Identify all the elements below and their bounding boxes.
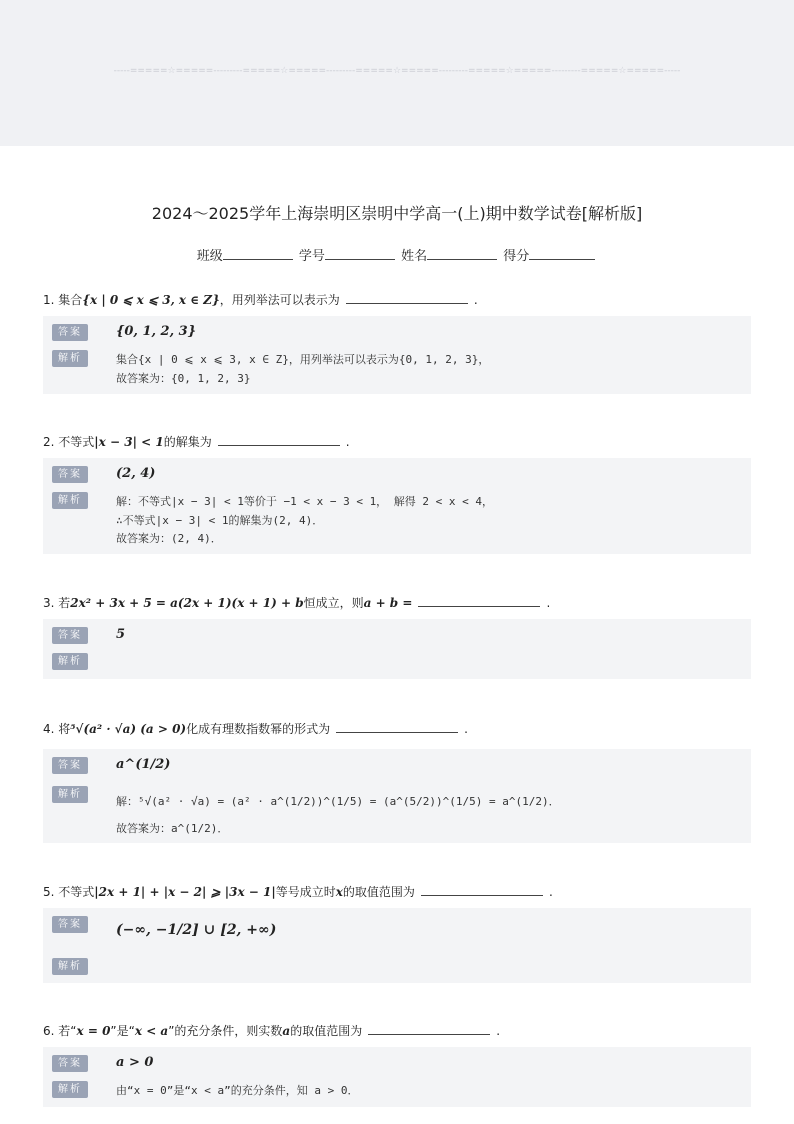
question-2: 2. 不等式|x − 3| < 1的解集为 . (43, 435, 350, 449)
question-3: 3. 若2x² + 3x + 5 = a(2x + 1)(x + 1) + b恒成立，则a + b = . (43, 596, 551, 610)
analysis-tag: 解析 (52, 786, 88, 803)
student-id-blank (325, 248, 395, 260)
answer-box-3 (43, 619, 751, 679)
answer-value: a^(1/2) (116, 757, 171, 772)
answer-tag: 答案 (52, 324, 88, 341)
answer-box-6 (43, 1047, 751, 1107)
answer-tag: 答案 (52, 916, 88, 933)
score-label: 得分 (503, 249, 530, 264)
question-5: 5. 不等式|2x + 1| + |x − 2| ⩾ |3x − 1|等号成立时x的取值范围为 . (43, 885, 553, 899)
answer-tag: 答案 (52, 757, 88, 774)
answer-blank (218, 436, 340, 446)
header-banner (0, 0, 794, 146)
analysis-line: 故答案为：a^(1/2)． (116, 822, 229, 835)
answer-blank (368, 1025, 490, 1035)
analysis-line: 由“x = 0”是“x < a”的充分条件，知 a > 0． (116, 1084, 359, 1097)
answer-tag: 答案 (52, 1055, 88, 1072)
answer-box-4 (43, 749, 751, 843)
answer-box-2 (43, 458, 751, 554)
header-decoration: -----=====☆=====---------=====☆=====---------=====☆=====---------=====☆=====---------=====☆=====----- (113, 66, 681, 76)
analysis-line: ∴不等式|x − 3| < 1的解集为(2, 4)． (116, 514, 324, 527)
analysis-line: 故答案为：(2, 4)． (116, 532, 222, 545)
name-blank (427, 248, 497, 260)
analysis-tag: 解析 (52, 1081, 88, 1098)
answer-value: (−∞, −1/2] ∪ [2, +∞) (116, 922, 277, 938)
analysis-line: 集合{x | 0 ⩽ x ⩽ 3, x ∈ Z}，用列举法可以表示为{0, 1, 2, 3}， (116, 353, 490, 366)
student-info (0, 245, 794, 264)
answer-value: 5 (116, 627, 126, 642)
answer-tag: 答案 (52, 466, 88, 483)
answer-box-5 (43, 908, 751, 983)
answer-blank (421, 886, 543, 896)
question-4: 4. 将⁵√(a² · √a) (a > 0)化成有理数指数幂的形式为 . (43, 722, 468, 736)
answer-tag: 答案 (52, 627, 88, 644)
analysis-line: 故答案为：{0, 1, 2, 3} (116, 372, 251, 385)
analysis-line: 解：⁵√(a² · √a) = (a² · a^(1/2))^(1/5) = (a^(5/2))^(1/5) = a^(1/2)． (116, 795, 560, 808)
class-label: 班级 (196, 249, 223, 264)
analysis-tag: 解析 (52, 350, 88, 367)
student-id-label: 学号 (298, 249, 325, 264)
answer-value: a > 0 (116, 1055, 154, 1070)
answer-box-1 (43, 316, 751, 394)
question-1: 1. 集合{x | 0 ⩽ x ⩽ 3, x ∈ Z}，用列举法可以表示为 . (43, 293, 478, 307)
class-blank (223, 248, 293, 260)
score-blank (529, 248, 595, 260)
answer-blank (418, 597, 540, 607)
exam-title: 2024～2025学年上海崇明区崇明中学高一(上)期中数学试卷[解析版] (151, 204, 643, 223)
analysis-tag: 解析 (52, 958, 88, 975)
analysis-line: 解：不等式|x − 3| < 1等价于 −1 < x − 3 < 1， 解得 2 < x < 4， (116, 495, 494, 508)
name-label: 姓名 (401, 249, 428, 264)
answer-value: (2, 4) (116, 466, 156, 481)
answer-blank (346, 294, 468, 304)
question-6: 6. 若“x = 0”是“x < a”的充分条件，则实数a的取值范围为 . (43, 1024, 501, 1038)
analysis-tag: 解析 (52, 653, 88, 670)
answer-value: {0, 1, 2, 3} (116, 324, 197, 339)
analysis-tag: 解析 (52, 492, 88, 509)
answer-blank (336, 723, 458, 733)
